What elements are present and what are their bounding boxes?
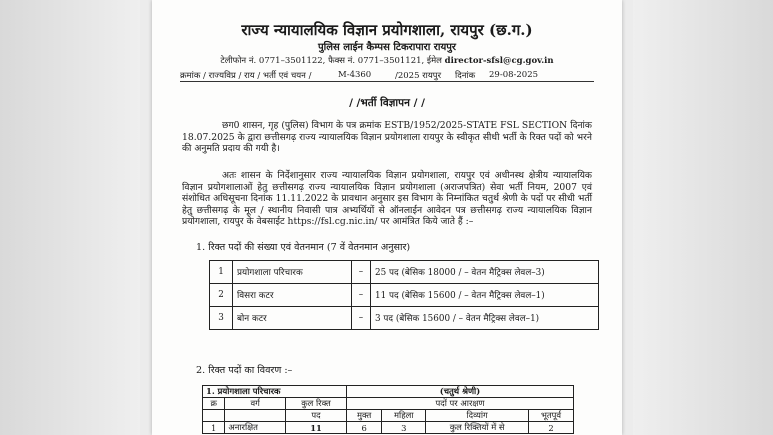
header-divider	[180, 81, 594, 82]
reference-number: M-4360	[338, 70, 372, 80]
header-women: महिला	[382, 410, 426, 422]
cell-free: 6	[346, 422, 381, 434]
cell-post: विसरा कटर	[233, 284, 352, 307]
cell-dash: –	[352, 307, 371, 330]
table-row	[210, 307, 599, 330]
table-row	[203, 410, 574, 422]
cell-dash: –	[352, 284, 371, 307]
cell-disabled: कुल रिक्तियों में से	[426, 422, 529, 434]
cell-post: प्रयोगशाला परिचारक	[233, 261, 352, 284]
table-row	[203, 422, 574, 434]
paragraph-invitation	[182, 170, 592, 228]
section-1-heading: 1. रिक्त पदों की संख्या एवं वेतनमान (7 वें वेतनमान अनुसार)	[196, 242, 411, 253]
cell-category: (चतुर्थ श्रेणी)	[346, 386, 573, 398]
header-post: पद	[286, 410, 347, 422]
cell-ex-serviceman: 2	[528, 422, 573, 434]
cell-class: अनारक्षित	[225, 422, 286, 434]
cell-count: 25 पद (बेसिक 18000 / – वेतन मैट्रिक्स लेवल–3)	[371, 261, 599, 284]
date-value: 29-08-2025	[489, 70, 539, 80]
left-backdrop	[0, 0, 140, 435]
reference-year: /2025 रायपुर	[395, 71, 442, 81]
cell-post-title: 1. प्रयोगशाला परिचारक	[203, 386, 347, 398]
cell-post: बोन कटर	[233, 307, 352, 330]
date-label: दिनांक	[455, 71, 476, 81]
right-backdrop	[633, 0, 773, 435]
vacancy-table	[209, 260, 599, 330]
reference-label: क्रमांक / राज्यविप्र / राय / भर्ती एवं चयन /	[180, 71, 312, 81]
header-total: कुल रिक्त	[286, 398, 347, 410]
header-ex-serviceman: भूतपूर्व	[528, 410, 573, 422]
notice-heading: / /भर्ती विज्ञापन / /	[349, 97, 425, 109]
header-free: मुक्त	[346, 410, 381, 422]
para1-text: छग0 शासन, गृह (पुलिस) विभाग के पत्र क्रमांक ESTB/1952/2025-STATE FSL SECTION दिनांक 18.07.2025 के द्वारा छत्तीसगढ़ राज्य न्यायालयिक विज्ञान प्रयोगशाला रायपुर के स्वीकृत सीधी भर्ती के रिक्त पदों को भरने की अनुमति प्रदाय की गयी है।	[182, 120, 592, 154]
office-address: पुलिस लाईन कैम्पस टिकरापारा रायपुर	[317, 42, 457, 53]
cell-dash: –	[352, 261, 371, 284]
cell-sno: 1	[203, 422, 225, 434]
document-page	[152, 0, 622, 435]
cell-sno: 3	[210, 307, 233, 330]
table-row	[203, 386, 574, 398]
header-disabled: दिव्यांग	[426, 410, 529, 422]
cell-total: 11	[286, 422, 347, 434]
table-row	[210, 261, 599, 284]
table-row	[203, 398, 574, 410]
cell-count: 3 पद (बेसिक 15600 / – वेतन मैट्रिक्स लेवल–1)	[371, 307, 599, 330]
header-sno: क्र	[203, 398, 225, 410]
header-class: वर्ग	[225, 398, 286, 410]
paragraph-authorization	[182, 120, 592, 155]
cell-sno: 1	[210, 261, 233, 284]
contact-text: टेलीफोन नं. 0771–3501122, फैक्स नं. 0771–3501121, ईमेल	[220, 56, 442, 66]
header-reserved: पदों पर आरक्षण	[346, 398, 573, 410]
cell-count: 11 पद (बेसिक 15600 / – वेतन मैट्रिक्स लेवल–1)	[371, 284, 599, 307]
cell-women: 3	[382, 422, 426, 434]
vacancy-detail-table	[202, 385, 574, 434]
para2-text: अतः शासन के निर्देशानुसार राज्य न्यायालयिक विज्ञान प्रयोगशाला, रायपुर एवं अधीनस्थ क्षेत्रीय न्यायालयिक विज्ञान प्रयोगशालाओं हेतु छत्तीसगढ़ राज्य न्यायालयिक विज्ञान प्रयोगशाला (अराजपत्रित) सेवा भर्ती नियम, 2007 एवं संशोधित अधिसूचना दिनांक 11.11.2022 के प्रावधान अनुसार इस विभाग के निम्नांकित चतुर्थ श्रेणी के पदों पर सीधी भर्ती हेतु छत्तीसगढ़ के मूल / स्थानीय निवासी पात्र अभ्यर्थियों से ऑनलाईन आवेदन पत्र छत्तीसगढ़ राज्य न्यायालयिक विज्ञान प्रयोगशाला, रायपुर के वेबसाईट https://fsl.cg.nic.in/ पर आमंत्रित किये जाते हैं :–	[182, 170, 592, 227]
office-title: राज्य न्यायालयिक विज्ञान प्रयोगशाला, रायपुर (छ.ग.)	[241, 21, 533, 39]
email-link[interactable]: director-sfsl@cg.gov.in	[444, 56, 554, 66]
cell-sno: 2	[210, 284, 233, 307]
contact-line	[152, 55, 622, 66]
section-2-heading: 2. रिक्त पदों का विवरण :–	[196, 365, 293, 376]
table-row	[210, 284, 599, 307]
